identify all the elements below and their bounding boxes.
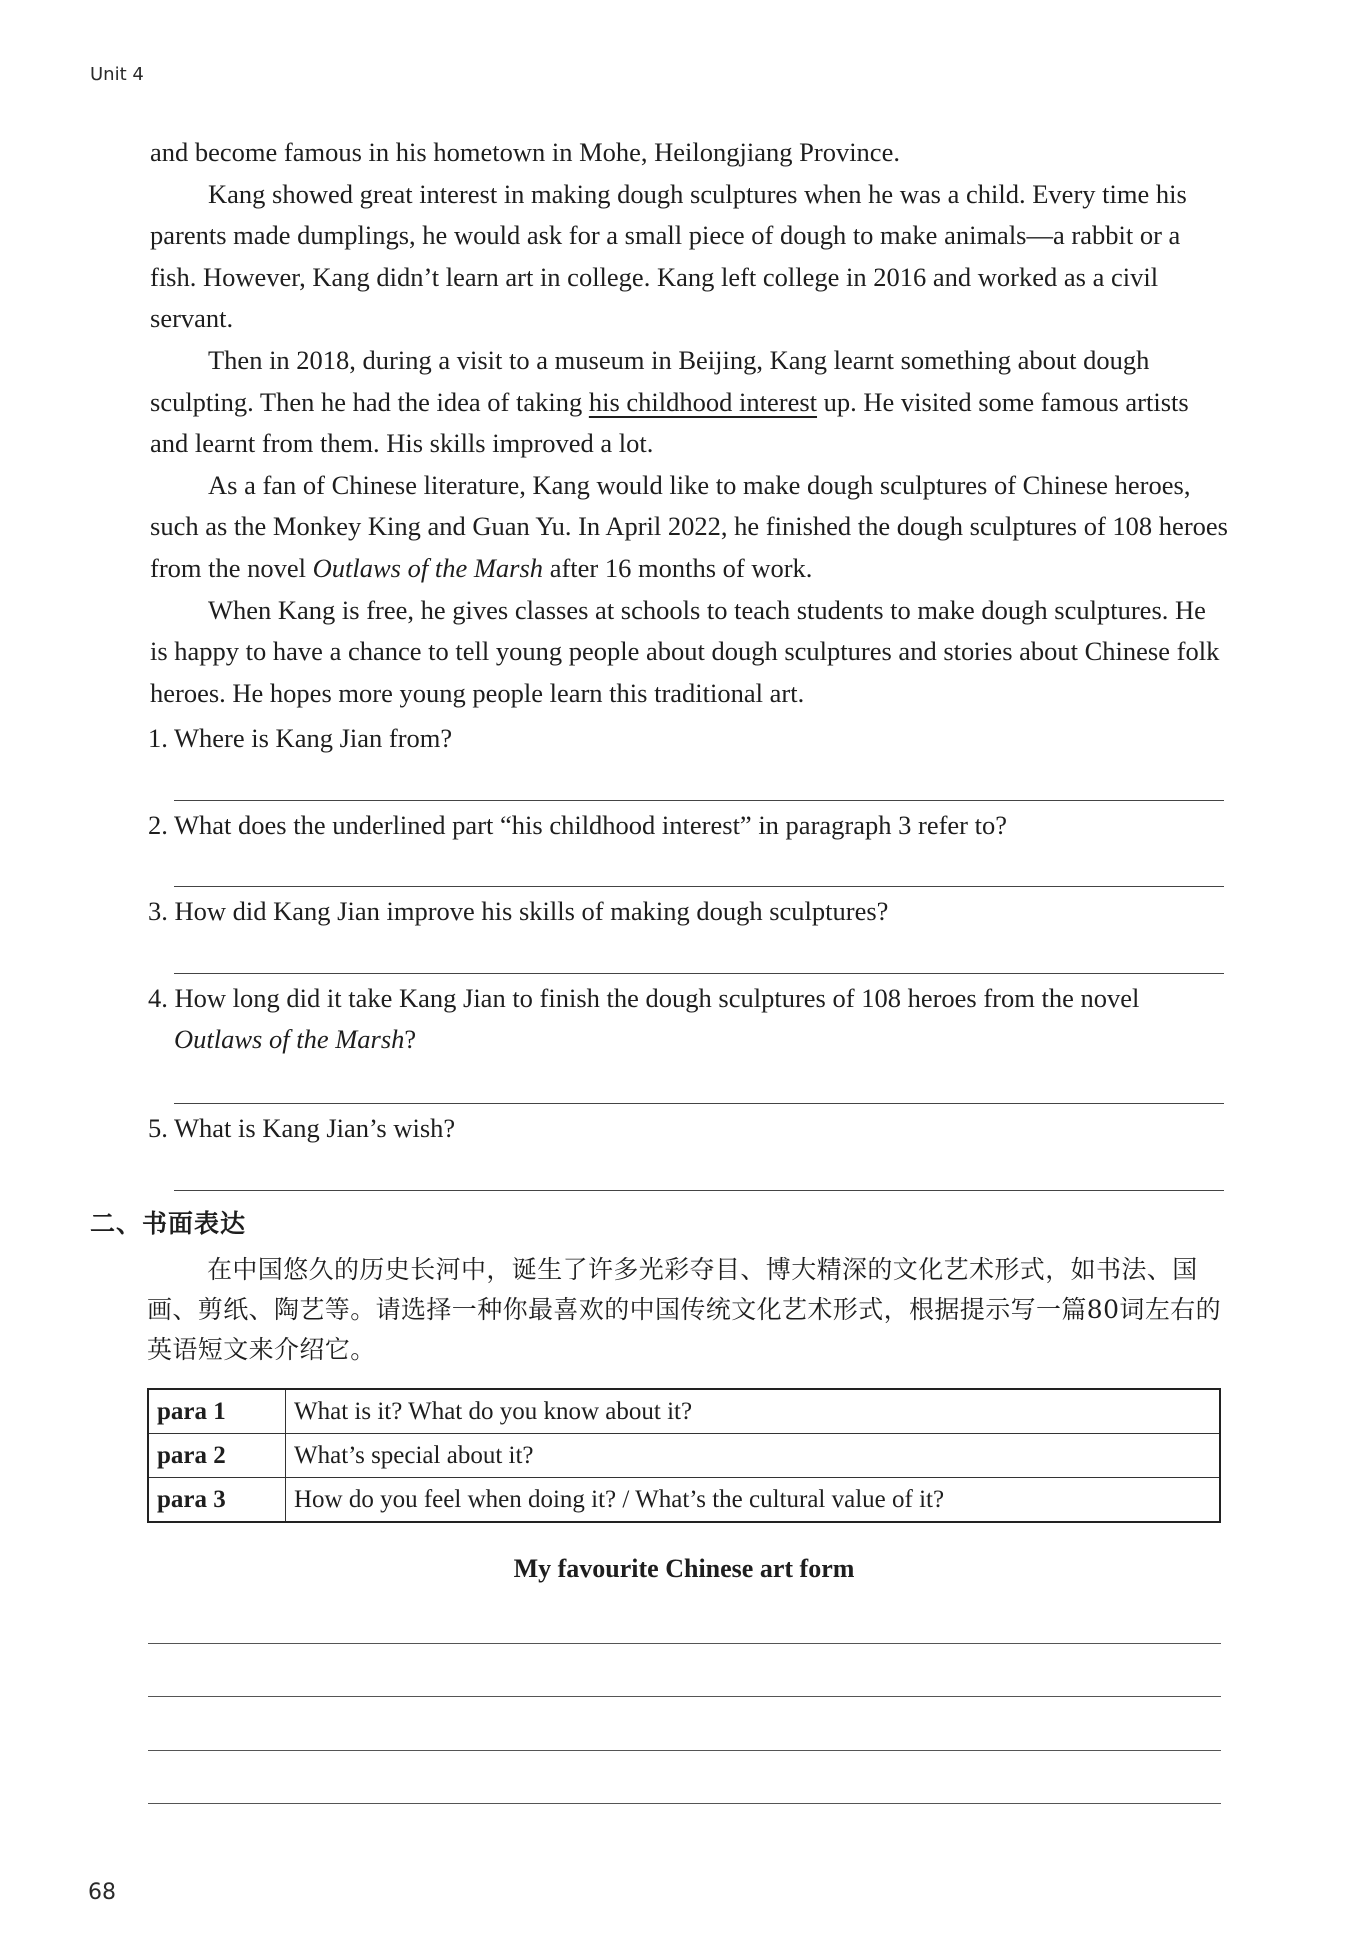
essay-writing-line-3[interactable]	[148, 1750, 1221, 1751]
answer-line-5[interactable]	[174, 1150, 1224, 1191]
question-1	[148, 718, 1224, 801]
passage-paragraph-4	[150, 465, 1230, 590]
question-3-text: 3. How did Kang Jian improve his skills of making dough sculptures?	[148, 896, 889, 927]
essay-writing-line-1[interactable]	[148, 1643, 1221, 1644]
passage-paragraph-5: When Kang is free, he gives classes at schools to teach students to make dough sculptures. He is happy to have a chance to tell young people about dough sculptures and stories about Chinese folk heroes. He hopes more young people learn this traditional art.	[150, 594, 1220, 708]
passage-p4-text-before: As a fan of Chinese literature, Kang would like to make dough sculptures of Chinese heroes, such as the Monkey King and Guan Yu. In April 2022, he finished the dough sculptures of 108 heroes from the novel	[150, 469, 1228, 583]
answer-line-1[interactable]	[174, 760, 1224, 801]
question-4-novel-title: Outlaws of the Marsh	[174, 1024, 405, 1055]
passage-p3-text-after: up. He visited some famous artists and learnt from them. His skills improved a lot.	[150, 386, 1189, 459]
essay-title: My favourite Chinese art form	[513, 1554, 855, 1583]
writing-section-heading: 二、书面表达	[90, 1209, 247, 1238]
essay-writing-line-2[interactable]	[148, 1696, 1221, 1697]
question-1-text: 1. Where is Kang Jian from?	[148, 723, 453, 753]
para-label: para 1	[148, 1389, 286, 1434]
essay-writing-line-4[interactable]	[148, 1803, 1221, 1804]
table-row	[148, 1478, 1220, 1523]
unit-label: Unit 4	[90, 64, 144, 85]
question-5-text: 5. What is Kang Jian’s wish?	[148, 1112, 456, 1143]
question-list	[148, 718, 1224, 1191]
reading-passage	[150, 132, 1230, 714]
para-hint: What is it? What do you know about it?	[286, 1389, 1221, 1434]
table-row	[148, 1389, 1220, 1434]
novel-title: Outlaws of the Marsh	[312, 552, 544, 583]
question-5	[148, 1108, 1224, 1191]
para-label: para 3	[148, 1478, 286, 1523]
para-hint: How do you feel when doing it? / What’s the cultural value of it?	[286, 1478, 1221, 1523]
question-4-text-before: 4. How long did it take Kang Jian to finish the dough sculptures of 108 heroes from the novel	[148, 982, 1140, 1013]
hints-table	[147, 1388, 1221, 1523]
answer-line-2[interactable]	[174, 846, 1224, 887]
passage-p3-text-before: Then in 2018, during a visit to a museum in Beijing, Kang learnt something about dough sculpting. Then he had the idea of taking	[150, 344, 1150, 417]
underlined-phrase: his childhood interest	[588, 386, 818, 417]
question-4-text-after: ?	[404, 1024, 417, 1055]
table-row	[148, 1434, 1220, 1478]
passage-paragraph-2: Kang showed great interest in making dough sculptures when he was a child. Every time his parents made dumplings, he would ask for a small piece of dough to make animals—a rabbit or a fish. However, Kang didn’t learn art in college. Kang left college in 2016 and worked as a civil servant.	[150, 178, 1187, 334]
para-hint: What’s special about it?	[286, 1434, 1221, 1478]
page-number: 68	[88, 1880, 116, 1905]
answer-line-3[interactable]	[174, 933, 1224, 974]
passage-paragraph-1: and become famous in his hometown in Mohe, Heilongjiang Province.	[150, 137, 900, 167]
para-label: para 2	[148, 1434, 286, 1478]
passage-p4-text-after: after 16 months of work.	[543, 552, 813, 583]
question-3	[148, 891, 1224, 974]
question-4-text	[148, 978, 1224, 1061]
answer-line-4[interactable]	[174, 1061, 1224, 1104]
question-2-text: 2. What does the underlined part “his childhood interest” in paragraph 3 refer to?	[148, 809, 1007, 840]
passage-paragraph-3	[150, 340, 1230, 465]
writing-prompt: 在中国悠久的历史长河中，诞生了许多光彩夺目、博大精深的文化艺术形式，如书法、国画、剪纸、陶艺等。请选择一种你最喜欢的中国传统文化艺术形式，根据提示写一篇80词左右的英语短文来介绍它。	[147, 1255, 1222, 1364]
question-2	[148, 805, 1224, 888]
question-4	[148, 978, 1224, 1104]
